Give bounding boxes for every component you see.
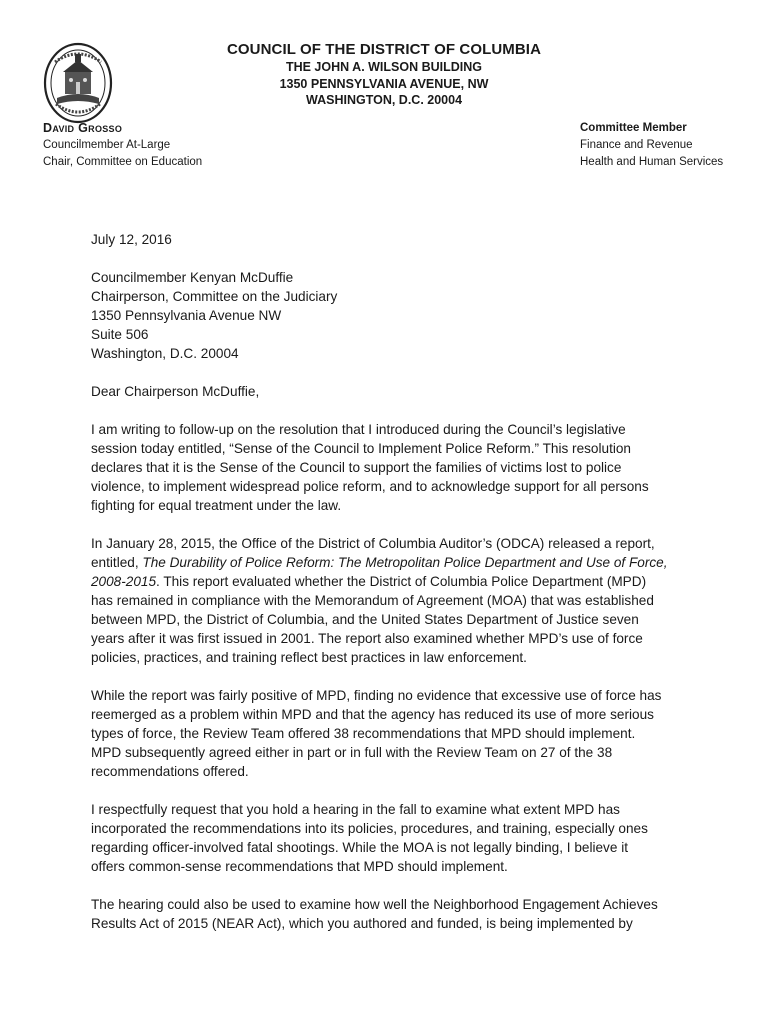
text-line: policies, practices, and training reflect best practices in law enforcement. [91, 650, 527, 665]
text-line: declares that it is the Sense of the Council to support the families of victims lost to police [91, 460, 622, 475]
sender-block [43, 120, 202, 171]
text-line: regarding officer-involved fatal shootings. While the MOA is not legally binding, I believe it [91, 840, 628, 855]
committee-heading: Committee Member [580, 122, 687, 134]
city-address: WASHINGTON, D.C. 20004 [305, 93, 463, 107]
committee-item: Health and Human Services [580, 156, 724, 168]
report-title-years: 2008-2015 [91, 574, 157, 589]
report-title: The Durability of Police Reform: The Metropolitan Police Department and Use of Force, [142, 555, 668, 570]
text-line: I am writing to follow-up on the resolution that I introduced during the Council’s legislative [91, 422, 626, 437]
text-line: session today entitled, “Sense of the Council to Implement Police Reform.” This resolution [91, 441, 631, 456]
text-line: MPD subsequently agreed either in part or in full with the Review Team on 27 of the 38 [91, 745, 613, 760]
council-name: COUNCIL OF THE DISTRICT OF COLUMBIA [226, 41, 542, 58]
street-address: 1350 PENNSYLVANIA AVENUE, NW [279, 76, 489, 91]
paragraph-5 [91, 895, 731, 933]
text-line [91, 572, 731, 591]
text-span: . This report evaluated whether the District of Columbia Police Department (MPD) [156, 574, 647, 589]
recipient-line: Washington, D.C. 20004 [91, 346, 239, 361]
text-line: reemerged as a problem within MPD and that the agency has reduced its use of more serious [91, 707, 654, 722]
text-line [91, 553, 731, 572]
text-line: has remained in compliance with the Memorandum of Agreement (MOA) that was established [91, 593, 654, 608]
text-line: recommendations offered. [91, 764, 249, 779]
text-line: violence, to implement widespread police reform, and to acknowledge support for all persons [91, 479, 649, 494]
paragraph-2 [91, 534, 731, 667]
text-span: entitled, [91, 555, 143, 570]
letter-body [91, 230, 731, 952]
recipient-line: Chairperson, Committee on the Judiciary [91, 289, 338, 304]
text-line: The hearing could also be used to examine how well the Neighborhood Engagement Achieves [91, 897, 658, 912]
text-line: Results Act of 2015 (NEAR Act), which you authored and funded, is being implemented by [91, 916, 633, 931]
letter-date: July 12, 2016 [91, 232, 172, 247]
recipient-line: 1350 Pennsylvania Avenue NW [91, 308, 282, 323]
sender-role: Chair, Committee on Education [43, 156, 203, 168]
recipient-line: Suite 506 [91, 327, 149, 342]
text-line: While the report was fairly positive of MPD, finding no evidence that excessive use of force has [91, 688, 662, 703]
text-line: types of force, the Review Team offered 38 recommendations that MPD should implement. [91, 726, 636, 741]
text-line: incorporated the recommendations into its policies, procedures, and training, especially ones [91, 821, 648, 836]
building-name: THE JOHN A. WILSON BUILDING [285, 60, 483, 74]
recipient-address [91, 268, 731, 363]
text-line: offers common-sense recommendations that MPD should implement. [91, 859, 508, 874]
text-line: I respectfully request that you hold a hearing in the fall to examine what extent MPD has [91, 802, 620, 817]
text-line: fighting for equal treatment under the law. [91, 498, 342, 513]
recipient-line: Councilmember Kenyan McDuffie [91, 270, 294, 285]
letterhead [0, 40, 768, 109]
paragraph-4 [91, 800, 731, 876]
committee-item: Finance and Revenue [580, 139, 693, 151]
paragraph-1 [91, 420, 731, 515]
salutation: Dear Chairperson McDuffie, [91, 384, 260, 399]
text-line: years after it was first issued in 2001. The report also examined whether MPD’s use of force [91, 631, 643, 646]
sender-title: Councilmember At-Large [43, 139, 171, 151]
paragraph-3 [91, 686, 731, 781]
sender-name: David Grosso [43, 121, 123, 135]
text-line: between MPD, the District of Columbia, and the United States Department of Justice seven [91, 612, 639, 627]
text-line: In January 28, 2015, the Office of the District of Columbia Auditor’s (ODCA) released a report, [91, 536, 655, 551]
committee-block [580, 120, 723, 171]
